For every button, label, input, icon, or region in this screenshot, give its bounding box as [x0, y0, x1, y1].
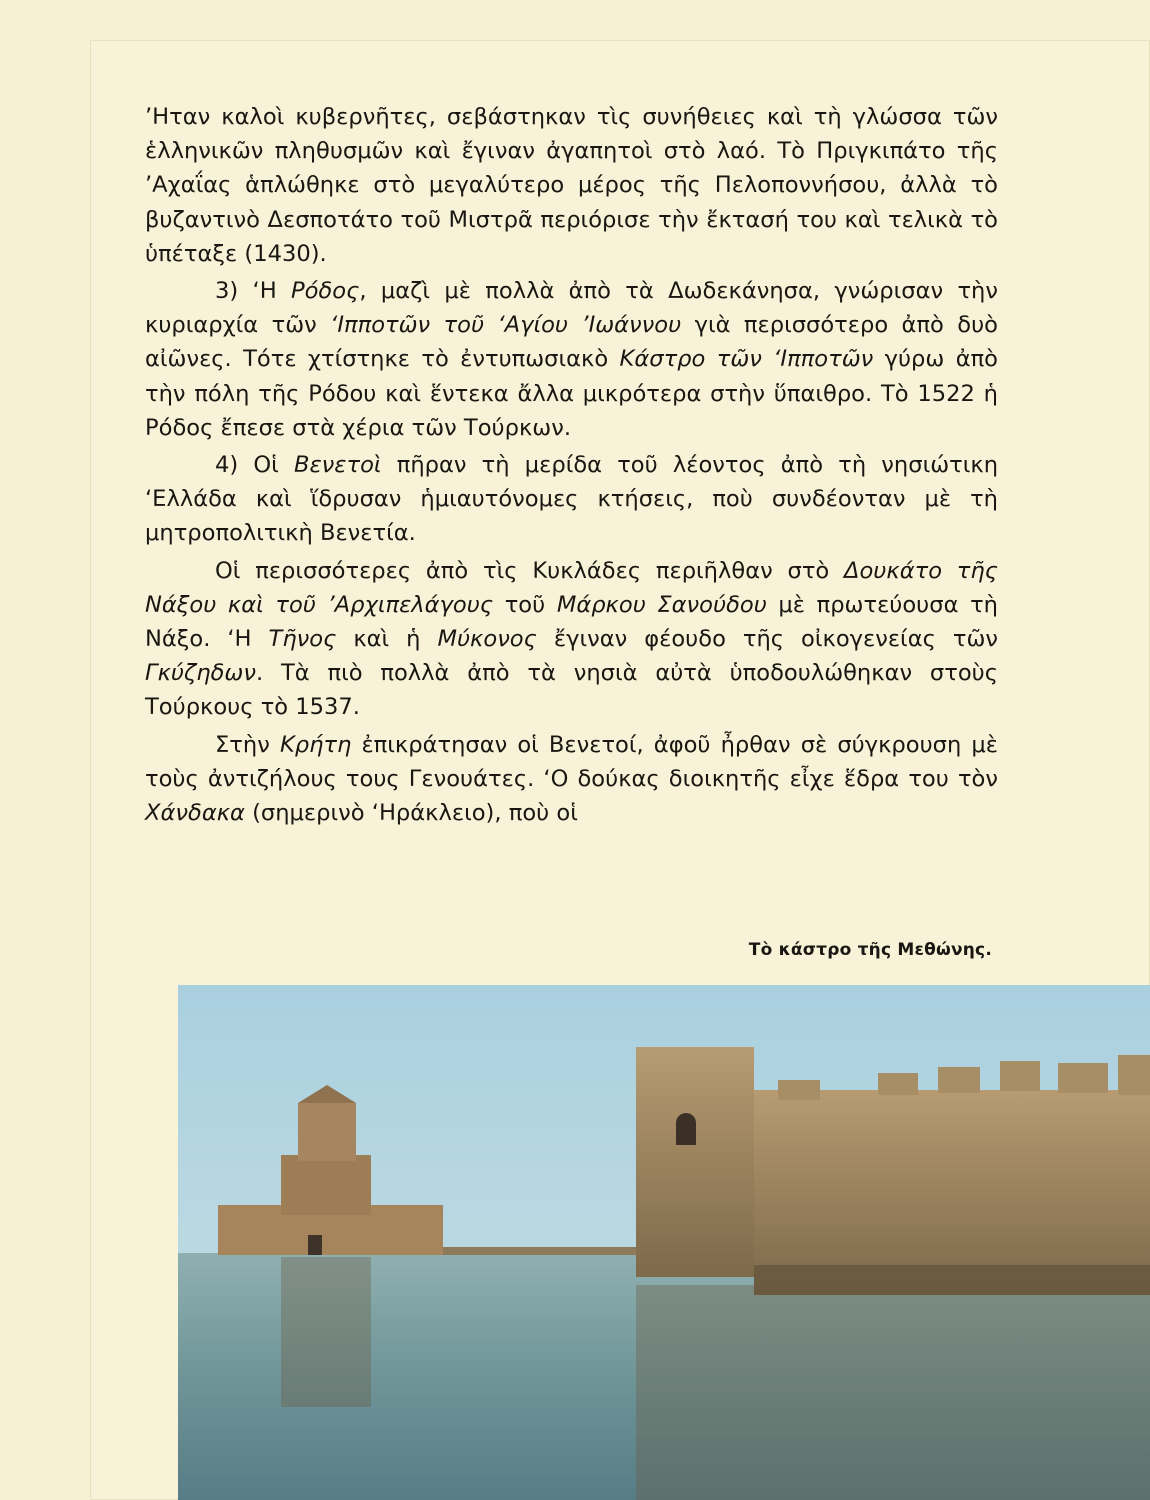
italic-term: Βενετοὶ [293, 452, 382, 479]
text-run: γύρω ἀπὸ τὴν πόλη τῆς Ρόδου καὶ ἕντεκα ἄλλα μικρότερα στὴν ὕπαιθρο. Τὸ 1522 ἡ Ρόδος ἔπεσε στὰ χέρια τῶν Τούρκων. [145, 346, 999, 441]
text-run: . Τὰ πιὸ πολλὰ ἀπὸ τὰ νησιὰ αὐτὰ ὑποδουλώθηκαν στοὺς Τούρκους τὸ 1537. [145, 660, 998, 721]
italic-term: ‘Ιπποτῶν τοῦ ‘Αγίου ’Ιωάννου [330, 312, 682, 339]
italic-term: Μύκονος [437, 626, 537, 653]
photo-caption: Τὸ κάστρο τῆς Μεθώνης. [748, 940, 992, 960]
body-text [145, 100, 998, 833]
italic-term: Δουκάτο τῆς Νάξου καὶ τοῦ ’Αρχιπελάγους [145, 557, 998, 618]
text-run: Οἱ περισσότερες ἀπὸ τὶς Κυκλάδες περιῆλθαν στὸ [215, 557, 845, 584]
text-run: ἐπικράτησαν οἱ Βενετοί, ἀφοῦ ἦρθαν σὲ σύγκρουση μὲ τοὺς ἀντιζήλους τους Γενουάτες. ‘Ο δούκας διοικητῆς εἶχε ἕδρα του τὸν [145, 731, 998, 792]
paragraph-3 [145, 448, 998, 551]
castle-gate-tower [636, 1047, 754, 1277]
text-run: ’Ηταν καλοὶ κυβερνῆτες, σεβάστηκαν τὶς συνήθειες καὶ τὴ γλώσσα τῶν ἑλληνικῶν πληθυσμῶν καὶ ἔγιναν ἀγαπητοὶ στὸ λαό. Τὸ Πριγκιπάτο τῆς ’Αχαΐας ἁπλώθηκε στὸ μεγαλύτερο μέρος τῆς Πελοποννήσου, ἀλλὰ τὸ βυζαντινὸ Δεσποτάτο τοῦ Μιστρᾶ περιόρισε τὴν ἔκτασή του καὶ τελικὰ τὸ ὑπέταξε (1430). [145, 104, 998, 267]
text-run: 4) Οἱ [215, 452, 294, 479]
text-run: τοῦ [493, 591, 557, 618]
italic-term: Γκύζηδων [145, 660, 256, 687]
italic-term: Ρόδος [291, 278, 360, 305]
paragraph-2 [145, 274, 998, 445]
italic-term: Χάνδακα [145, 800, 245, 827]
text-run: ἔγιναν φέουδο τῆς οἰκογενείας τῶν [536, 626, 998, 653]
text-run: Στὴν [215, 731, 280, 758]
text-run: 3) ‘Η [215, 278, 291, 305]
text-run: μὲ πρωτεύουσα τὴ Νάξο. ‘Η [145, 591, 999, 653]
paragraph-5 [145, 728, 998, 831]
text-run: (σημερινὸ ‘Ηράκλειο), ποὺ οἱ [244, 800, 578, 827]
text-run: γιὰ περισσότερο ἀπὸ δυὸ αἰῶνες. Τότε χτίστηκε τὸ ἐντυπωσιακὸ [145, 312, 998, 373]
italic-term: Κρήτη [279, 731, 352, 758]
paragraph-1 [145, 100, 998, 271]
text-run: καὶ ἡ [336, 626, 438, 653]
paragraph-4 [145, 554, 998, 725]
italic-term: Κάστρο τῶν ‘Ιπποτῶν [619, 346, 874, 373]
text-run: πῆραν τὴ μερίδα τοῦ λέοντος ἀπὸ τὴ νησιώτικη ‘Ελλάδα καὶ ἵδρυσαν ἡμιαυτόνομες κτήσεις, ποὺ συνδέονταν μὲ τὴ μητροπολιτικὴ Βενετία. [145, 452, 999, 547]
methoni-castle-photo [178, 985, 1150, 1500]
text-run: , μαζὶ μὲ πολλὰ ἀπὸ τὰ Δωδεκάνησα, γνώρισαν τὴν κυριαρχία τῶν [145, 278, 998, 339]
italic-term: Τῆνος [268, 626, 337, 653]
italic-term: Μάρκου Σανούδου [556, 591, 767, 618]
castle-walls [754, 1055, 1150, 1295]
